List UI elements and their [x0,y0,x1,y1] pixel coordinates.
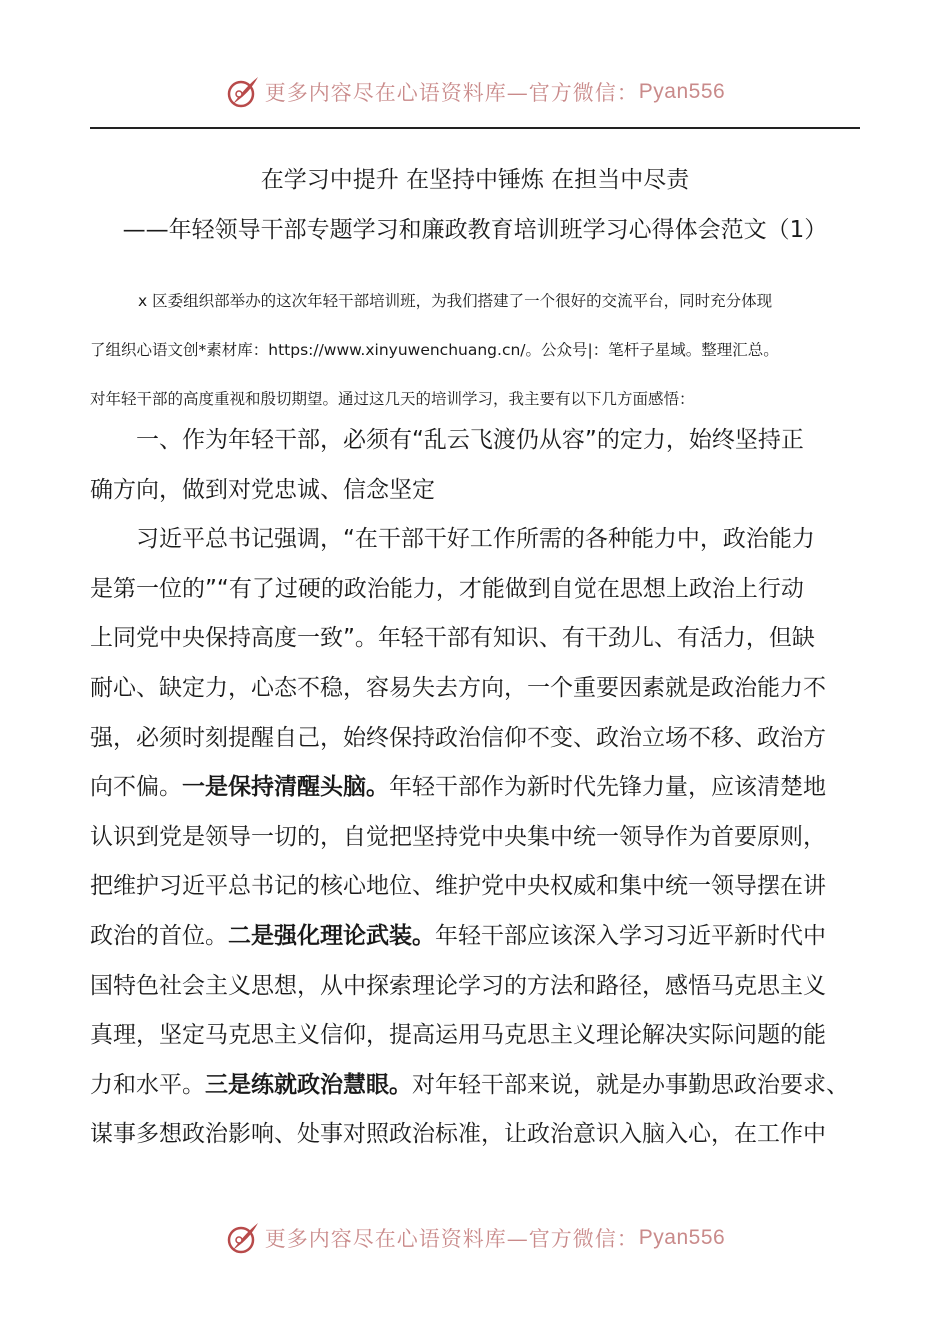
body-line: 力和水平。三是练就政治慧眼。对年轻干部来说，就是办事勤思政治要求、 [90,1071,849,1098]
intro-line: 了组织心语文创*素材库：https://www.xinyuwenchuang.cn/。公众号|：笔杆子星域。整理汇总。 [90,341,779,359]
header-divider [90,127,860,129]
body-line: 认识到党是领导一切的，自觉把坚持党中央集中统一领导作为首要原则， [90,823,826,850]
body-line: 习近平总书记强调，“在干部干好工作所需的各种能力中，政治能力 [136,526,815,553]
banner-text: 更多内容尽在心语资料库—官方微信： [264,1227,639,1251]
document-subtitle: ——年轻领导干部专题学习和廉政教育培训班学习心得体会范文（1） [122,217,828,243]
document-title: 在学习中提升 在坚持中锤炼 在担当中尽责 [260,167,690,193]
wechat-id: Pyan556 [638,80,726,103]
intro-line: x 区委组织部举办的这次年轻干部培训班，为我们搭建了一个很好的交流平台，同时充分体现 [138,292,773,310]
banner-text: 更多内容尽在心语资料库—官方微信： [264,81,639,105]
quill-logo-icon [225,1220,261,1256]
wechat-id: Pyan556 [638,1226,726,1249]
body-line: 国特色社会主义思想，从中探索理论学习的方法和路径，感悟马克思主义 [90,972,826,999]
header-banner [0,72,950,112]
bold-point: 三是练就政治慧眼。 [205,1071,412,1098]
section-heading: 一、作为年轻干部，必须有“乱云飞渡仍从容”的定力，始终坚持正 [136,427,804,453]
intro-paragraph [90,277,865,424]
body-line: 耐心、缺定力，心态不稳，容易失去方向，一个重要因素就是政治能力不 [90,674,826,701]
bold-point: 二是强化理论武装。 [228,922,435,949]
document-body [90,416,865,1160]
footer-banner [0,1218,950,1258]
body-line: 向不偏。一是保持清醒头脑。年轻干部作为新时代先锋力量，应该清楚地 [90,774,826,801]
body-line: 强，必须时刻提醒自己，始终保持政治信仰不变、政治立场不移、政治方 [90,724,826,751]
intro-line: 对年轻干部的高度重视和殷切期望。通过这几天的培训学习，我主要有以下几方面感悟： [90,390,695,408]
body-line: 把维护习近平总书记的核心地位、维护党中央权威和集中统一领导摆在讲 [90,873,826,900]
body-line: 真理，坚定马克思主义信仰，提高运用马克思主义理论解决实际问题的能 [90,1022,826,1049]
section-heading: 确方向，做到对党忠诚、信念坚定 [90,476,435,503]
bold-point: 一是保持清醒头脑。 [182,774,389,801]
body-line: 谋事多想政治影响、处事对照政治标准，让政治意识入脑入心，在工作中 [90,1121,826,1148]
body-line: 上同党中央保持高度一致”。年轻干部有知识、有干劲儿、有活力，但缺 [90,625,815,652]
quill-logo-icon [225,74,261,110]
body-line: 政治的首位。二是强化理论武装。年轻干部应该深入学习习近平新时代中 [90,922,826,949]
body-line: 是第一位的”“有了过硬的政治能力，才能做到自觉在思想上政治上行动 [90,575,804,602]
